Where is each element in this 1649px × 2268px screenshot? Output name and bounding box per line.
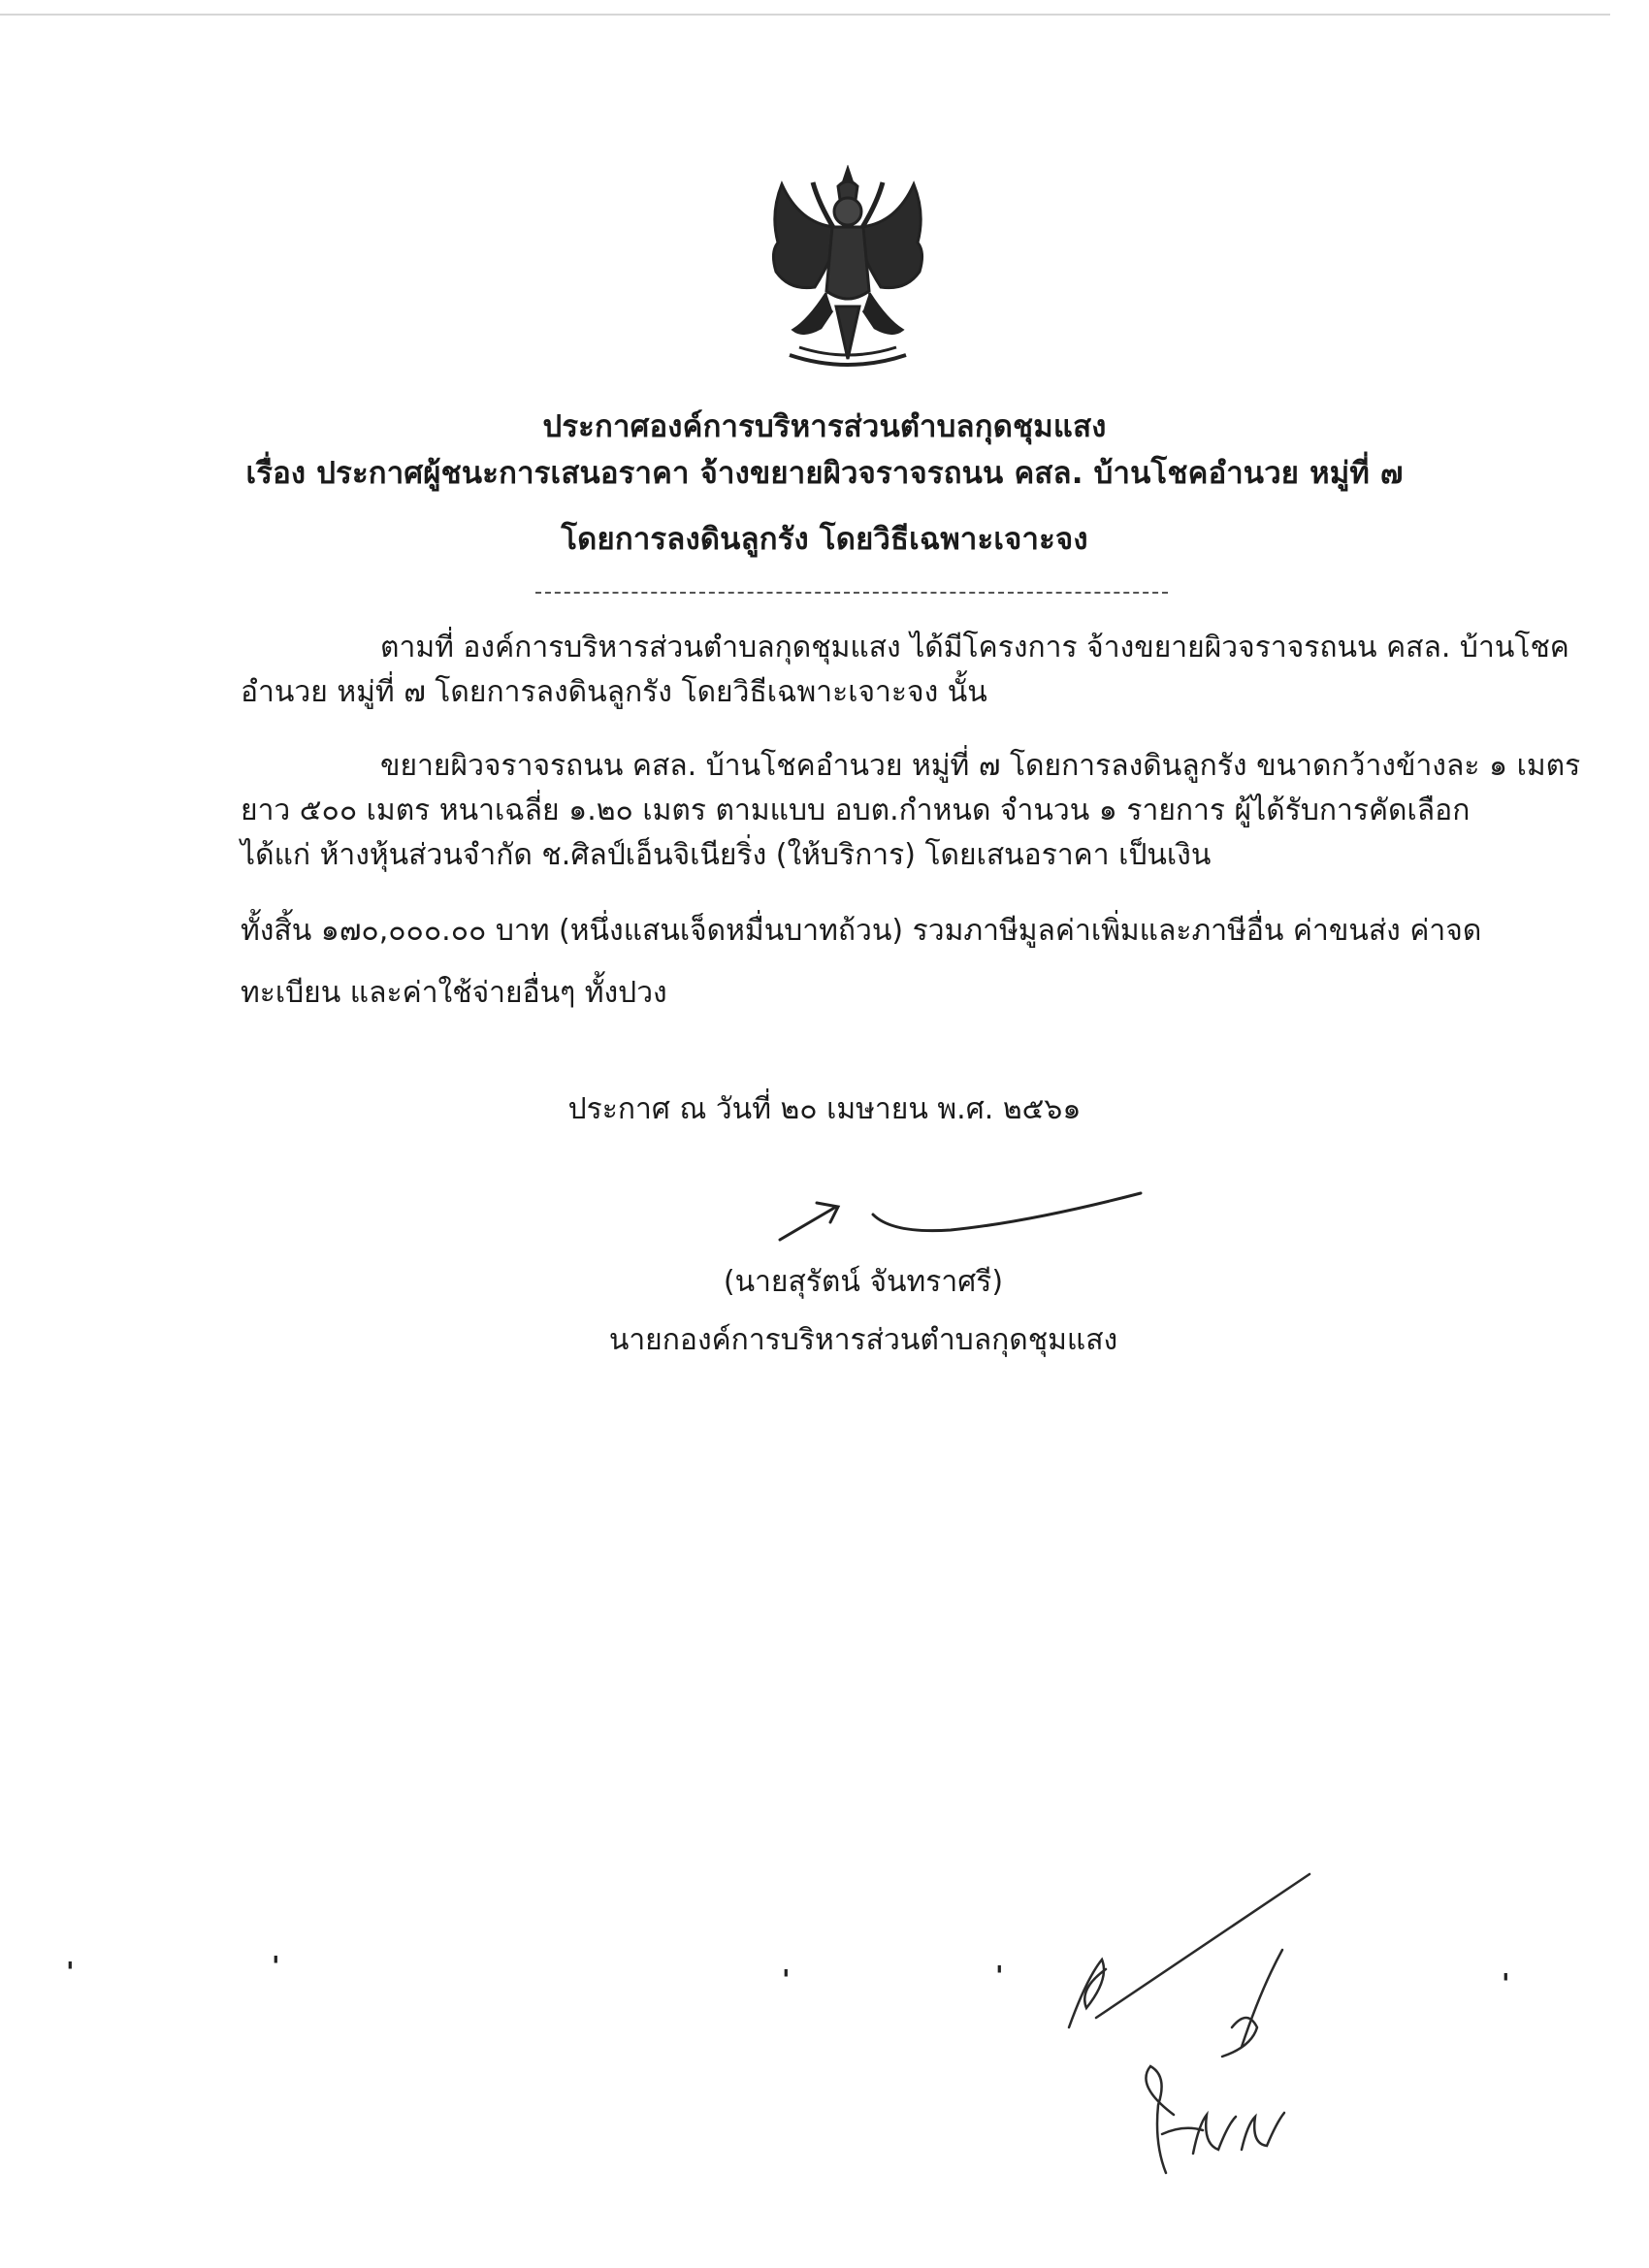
announcement-subject-cont: โดยการลงดินลูกรัง โดยวิธีเฉพาะเจาะจง [561,522,1088,557]
signatory-position: นายกองค์การบริหารส่วนตำบลกุดชุมแสง [608,1323,1118,1357]
margin-mark: ' [272,1950,280,1982]
announce-date: ประกาศ ณ วันที่ ๒๐ เมษายน พ.ศ. ๒๕๖๑ [567,1092,1082,1126]
body-line-2: อำนวย หมู่ที่ ๗ โดยการลงดินลูกรัง โดยวิธีเฉพาะเจาะจง นั้น [241,675,987,709]
page-top-edge [0,14,1610,16]
margin-mark: ' [995,1960,1004,1992]
signatory-name: (นายสุรัตน์ จันทราศรี) [723,1265,1004,1299]
body-line-6: ทั้งสิ้น ๑๗๐,๐๐๐.๐๐ บาท (หนึ่งแสนเจ็ดหมื่นบาทถ้วน) รวมภาษีมูลค่าเพิ่มและภาษีอื่น ค่าขนส่ง ค่าจด [241,914,1482,948]
dashed-divider [535,592,1168,594]
body-line-4: ยาว ๕๐๐ เมตร หนาเฉลี่ย ๑.๒๐ เมตร ตามแบบ อบต.กำหนด จำนวน ๑ รายการ ผู้ได้รับการคัดเลือก [241,794,1471,827]
body-line-3: ขยายผิวจราจรถนน คสล. บ้านโชคอำนวย หมู่ที่ ๗ โดยการลงดินลูกรัง ขนาดกว้างข้างละ ๑ เมตร [380,749,1581,783]
body-line-5: ได้แก่ ห้างหุ้นส่วนจำกัด ช.ศิลป์เอ็นจิเนียริ่ง (ให้บริการ) โดยเสนอราคา เป็นเงิน [241,838,1212,872]
margin-mark: ' [1502,1967,1510,1999]
body-line-1: ตามที่ องค์การบริหารส่วนตำบลกุดชุมแสง ได้มีโครงการ จ้างขยายผิวจราจรถนน คสล. บ้านโชค [380,631,1569,664]
margin-mark: ' [782,1963,791,1995]
announcement-subject: เรื่อง ประกาศผู้ชนะการเสนอราคา จ้างขยายผิวจราจรถนน คสล. บ้านโชคอำนวย หมู่ที่ ๗ [245,456,1404,491]
handwritten-initials-image [1057,1863,1348,2192]
margin-mark: ' [66,1956,75,1988]
body-line-7: ทะเบียน และค่าใช้จ่ายอื่นๆ ทั้งปวง [241,976,667,1010]
signature-image [766,1174,1154,1251]
garuda-emblem-icon [760,165,935,376]
announcement-title: ประกาศองค์การบริหารส่วนตำบลกุดชุมแสง [542,409,1107,444]
